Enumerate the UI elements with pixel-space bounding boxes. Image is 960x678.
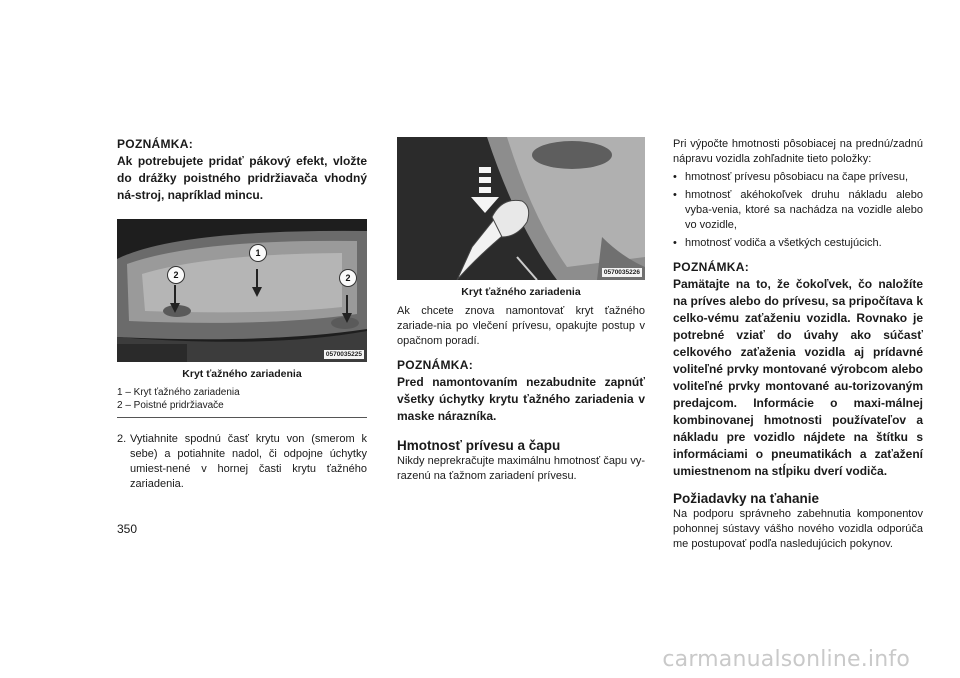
callout-2-left: 2 (167, 266, 185, 284)
legend-item-2: 2 – Poistné pridržiavače (117, 400, 224, 411)
tow-hitch-cover-illustration (117, 219, 367, 362)
column-right (673, 137, 923, 552)
hand-removing-cover-figure (397, 137, 645, 280)
reinstall-paragraph: Ak chcete znova namontovať kryt ťažného zariade-nia po vlečení prívesu, opakujte postup v opačnom poradí. (397, 305, 645, 347)
figure-caption: Kryt ťažného zariadenia (461, 286, 581, 298)
intro-paragraph: Pri výpočte hmotnosti pôsobiacej na prednú/zadnú nápravu vozidla zohľadnite tieto položky: (673, 138, 923, 165)
towing-requirements-paragraph: Na podporu správneho zabehnutia komponentov pohonnej sústavy vášho nového vozidla odporúča me postupovať podľa nasledujúcich pokynov. (673, 508, 923, 550)
column-left (117, 137, 367, 492)
section-heading-towing-requirements: Požiadavky na ťahanie (673, 491, 820, 506)
step-text: Vytiahnite spodnú časť krytu von (smerom k sebe) a potiahnite nadol, či odpojne úchytky umiest-nené v hornej časti krytu ťažného zariadenia. (130, 433, 367, 490)
figure-code: 0570035225 (325, 351, 362, 358)
page-number: 350 (117, 522, 138, 536)
figure-caption: Kryt ťažného zariadenia (182, 368, 302, 380)
callout-1: 1 (249, 244, 267, 262)
callout-2-right: 2 (339, 269, 357, 287)
note-label: POZNÁMKA: (673, 260, 750, 274)
figure-legend (117, 386, 367, 418)
bullet-icon: • (673, 189, 677, 201)
step-number: 2. (117, 433, 127, 445)
note-text: Pamätajte na to, že čokoľvek, čo naložíte na príves alebo do prívesu, sa pripočítava k celko-vému zaťaženiu vozidla. Rovnako je potrebné vziať do úvahy ako súčasť celkového zaťaženia vozidla aj prídavné voliteľné prvky montované výrobcom alebo voliteľné prvky montované au-torizovaným predajcom. Informácie o maxi-málnej kombinovanej hmotnosti používateľov a nákladu pre vozidlo nájdete na štítku s informáciami o pneumatikách a zaťažení umiestnenom na stĺpiku dverí vodiča. (673, 277, 923, 478)
legend-item-1: 1 – Kryt ťažného zariadenia (117, 387, 240, 398)
section-heading-trailer-weight: Hmotnosť prívesu a čapu (397, 438, 561, 453)
step-2 (117, 432, 367, 492)
list-item: • hmotnosť vodiča a všetkých cestujúcich. (673, 237, 882, 249)
column-middle (397, 137, 645, 484)
bullet-icon: • (673, 171, 677, 183)
list-item: • hmotnosť prívesu pôsobiacu na čape prívesu, (673, 171, 909, 183)
list-item: • hmotnosť akéhokoľvek druhu nákladu alebo vyba-venia, ktoré sa nachádza na vozidle alebo vo vozidle, (673, 189, 923, 231)
hand-removing-cover-illustration (397, 137, 645, 280)
tow-hitch-cover-figure (117, 219, 367, 362)
trailer-weight-paragraph: Nikdy neprekračujte maximálnu hmotnosť čapu vy-razenú na ťažnom zariadení prívesu. (397, 455, 645, 482)
bullet-icon: • (673, 237, 677, 249)
note-label: POZNÁMKA: (397, 358, 474, 372)
weight-items-list (673, 170, 923, 251)
note-text: Pred namontovaním nezabudnite zapnúť všetky úchytky krytu ťažného zariadenia v maske nárazníka. (397, 375, 645, 423)
figure-code: 0570035226 (603, 269, 640, 276)
note-label: POZNÁMKA: (117, 137, 194, 151)
watermark: carmanualsonline.info (662, 647, 910, 672)
note-text: Ak potrebujete pridať pákový efekt, vložte do drážky poistného pridržiavača vhodný ná-stroj, napríklad mincu. (117, 154, 367, 202)
